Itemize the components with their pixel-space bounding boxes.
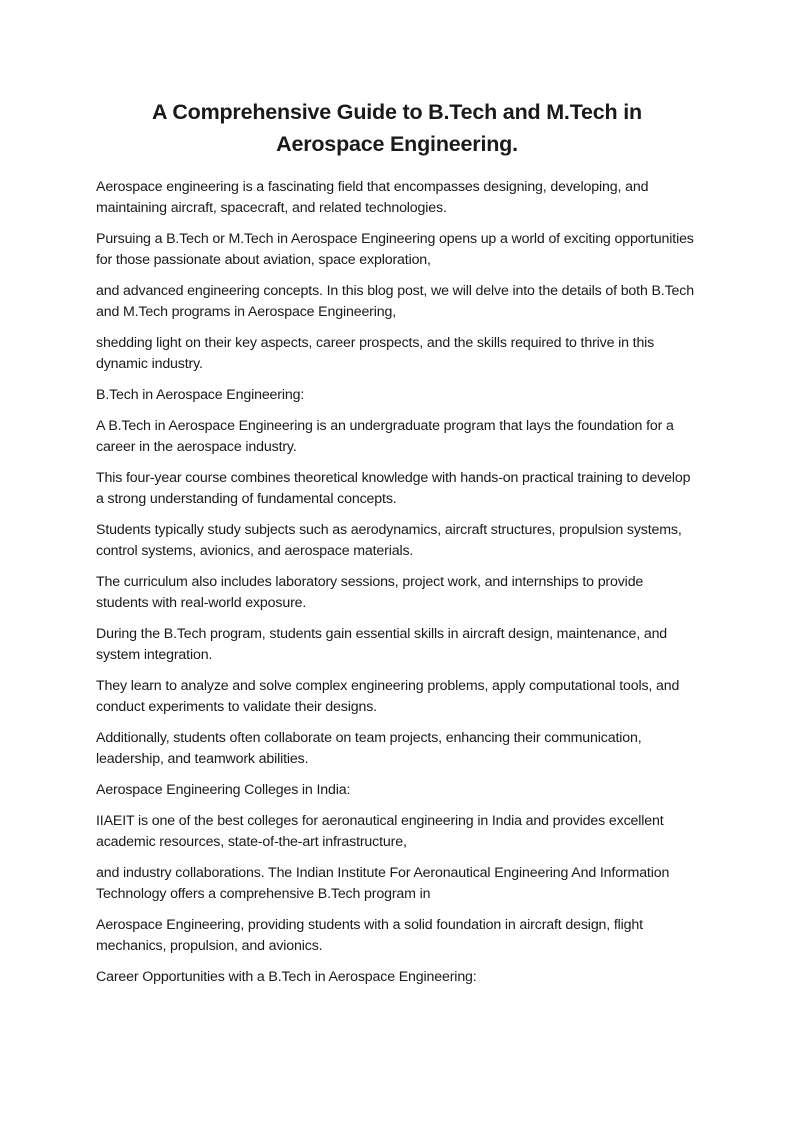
paragraph-curriculum: The curriculum also includes laboratory sessions, project work, and internships to provide students with real-world exposure. (96, 574, 644, 611)
paragraph-team-projects: Additionally, students often collaborate on team projects, enhancing their communication, leadership, and teamwork abilities. (96, 730, 642, 767)
paragraph-essential-skills: During the B.Tech program, students gain essential skills in aircraft design, maintenance, and system integration. (96, 626, 668, 663)
paragraph-iiaeit: IIAEIT is one of the best colleges for aeronautical engineering in India and provides excellent academic resources, state-of-the-art infrastructure, (96, 813, 664, 850)
paragraph-solid-foundation: Aerospace Engineering, providing students with a solid foundation in aircraft design, flight mechanics, propulsion, and avionics. (96, 917, 643, 954)
paragraph-subjects: Students typically study subjects such as aerodynamics, aircraft structures, propulsion systems, control systems, avionics, and aerospace materials. (96, 522, 682, 559)
paragraph-advanced-concepts: and advanced engineering concepts. In this blog post, we will delve into the details of both B.Tech and M.Tech programs in Aerospace Engineering, (96, 283, 694, 320)
section-heading-colleges: Aerospace Engineering Colleges in India: (96, 782, 351, 798)
paragraph-intro: Aerospace engineering is a fascinating field that encompasses designing, developing, and maintaining aircraft, spacecraft, and related technologies. (96, 179, 649, 216)
paragraph-shedding-light: shedding light on their key aspects, career prospects, and the skills required to thrive in this dynamic industry. (96, 335, 655, 372)
paragraph-industry-collaborations: and industry collaborations. The Indian Institute For Aeronautical Engineering And Information Technology offers a comprehensive B.Tech program in (96, 865, 670, 902)
section-heading-career: Career Opportunities with a B.Tech in Aerospace Engineering: (96, 969, 477, 985)
section-heading-btech: B.Tech in Aerospace Engineering: (96, 387, 305, 403)
paragraph-four-year-course: This four-year course combines theoretical knowledge with hands-on practical training to develop a strong understanding of fundamental concepts. (96, 470, 691, 507)
document-title: A Comprehensive Guide to B.Tech and M.Tech in Aerospace Engineering. (152, 100, 642, 156)
paragraph-analyze-problems: They learn to analyze and solve complex engineering problems, apply computational tools, and conduct experiments to validate their designs. (96, 678, 680, 715)
paragraph-btech-overview: A B.Tech in Aerospace Engineering is an undergraduate program that lays the foundation for a career in the aerospace industry. (96, 418, 674, 455)
paragraph-pursuing: Pursuing a B.Tech or M.Tech in Aerospace Engineering opens up a world of exciting opportunities for those passionate about aviation, space exploration, (96, 231, 694, 268)
